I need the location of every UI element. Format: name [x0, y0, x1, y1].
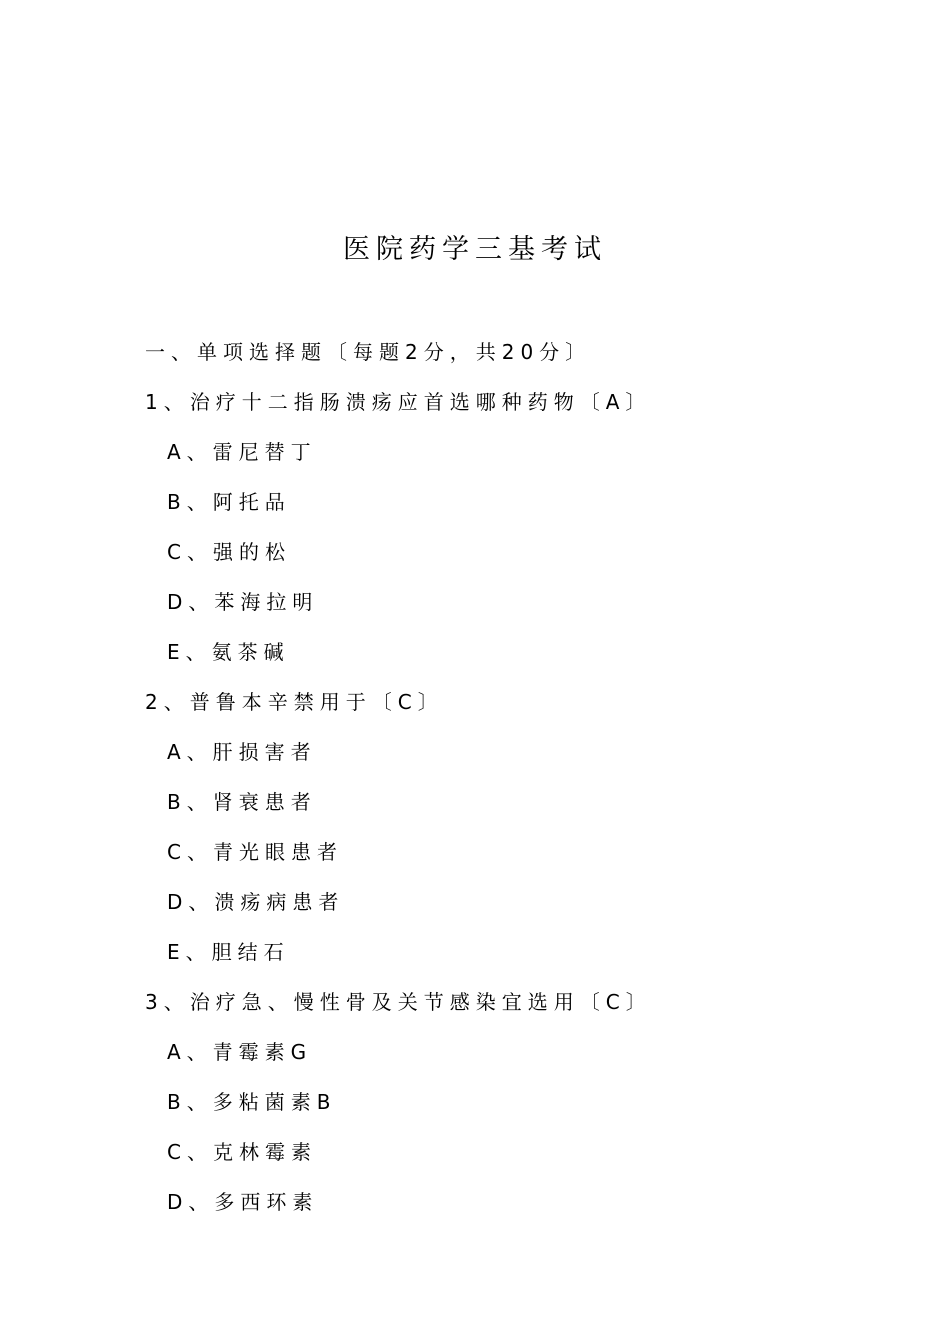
option-b: B、多粘菌素B: [167, 1090, 337, 1114]
option-a: A、肝损害者: [167, 740, 317, 764]
option-c: C、强的松: [167, 540, 291, 564]
question-stem: 2、普鲁本辛禁用于〔C〕: [145, 690, 444, 714]
option-d: D、多西环素: [167, 1190, 319, 1214]
exam-content: [145, 329, 905, 1229]
option-b: B、阿托品: [167, 490, 291, 514]
option-a: A、雷尼替丁: [167, 440, 317, 464]
option-a: A、青霉素G: [167, 1040, 313, 1064]
question-stem: 3、治疗急、慢性骨及关节感染宜选用〔C〕: [145, 990, 652, 1014]
section-heading: 一、单项选择题〔每题2分，共20分〕: [145, 340, 592, 364]
question-3: [145, 979, 905, 1229]
option-e: E、氨茶碱: [167, 640, 290, 664]
option-d: D、苯海拉明: [167, 590, 319, 614]
option-d: D、溃疡病患者: [167, 890, 345, 914]
question-stem: 1、治疗十二指肠溃疡应首选哪种药物〔A〕: [145, 390, 652, 414]
option-b: B、肾衰患者: [167, 790, 317, 814]
option-c: C、青光眼患者: [167, 840, 343, 864]
option-c: C、克林霉素: [167, 1140, 317, 1164]
option-e: E、胆结石: [167, 940, 290, 964]
question-1: [145, 379, 905, 679]
document-title: 医院药学三基考试: [343, 234, 607, 265]
question-2: [145, 679, 905, 979]
